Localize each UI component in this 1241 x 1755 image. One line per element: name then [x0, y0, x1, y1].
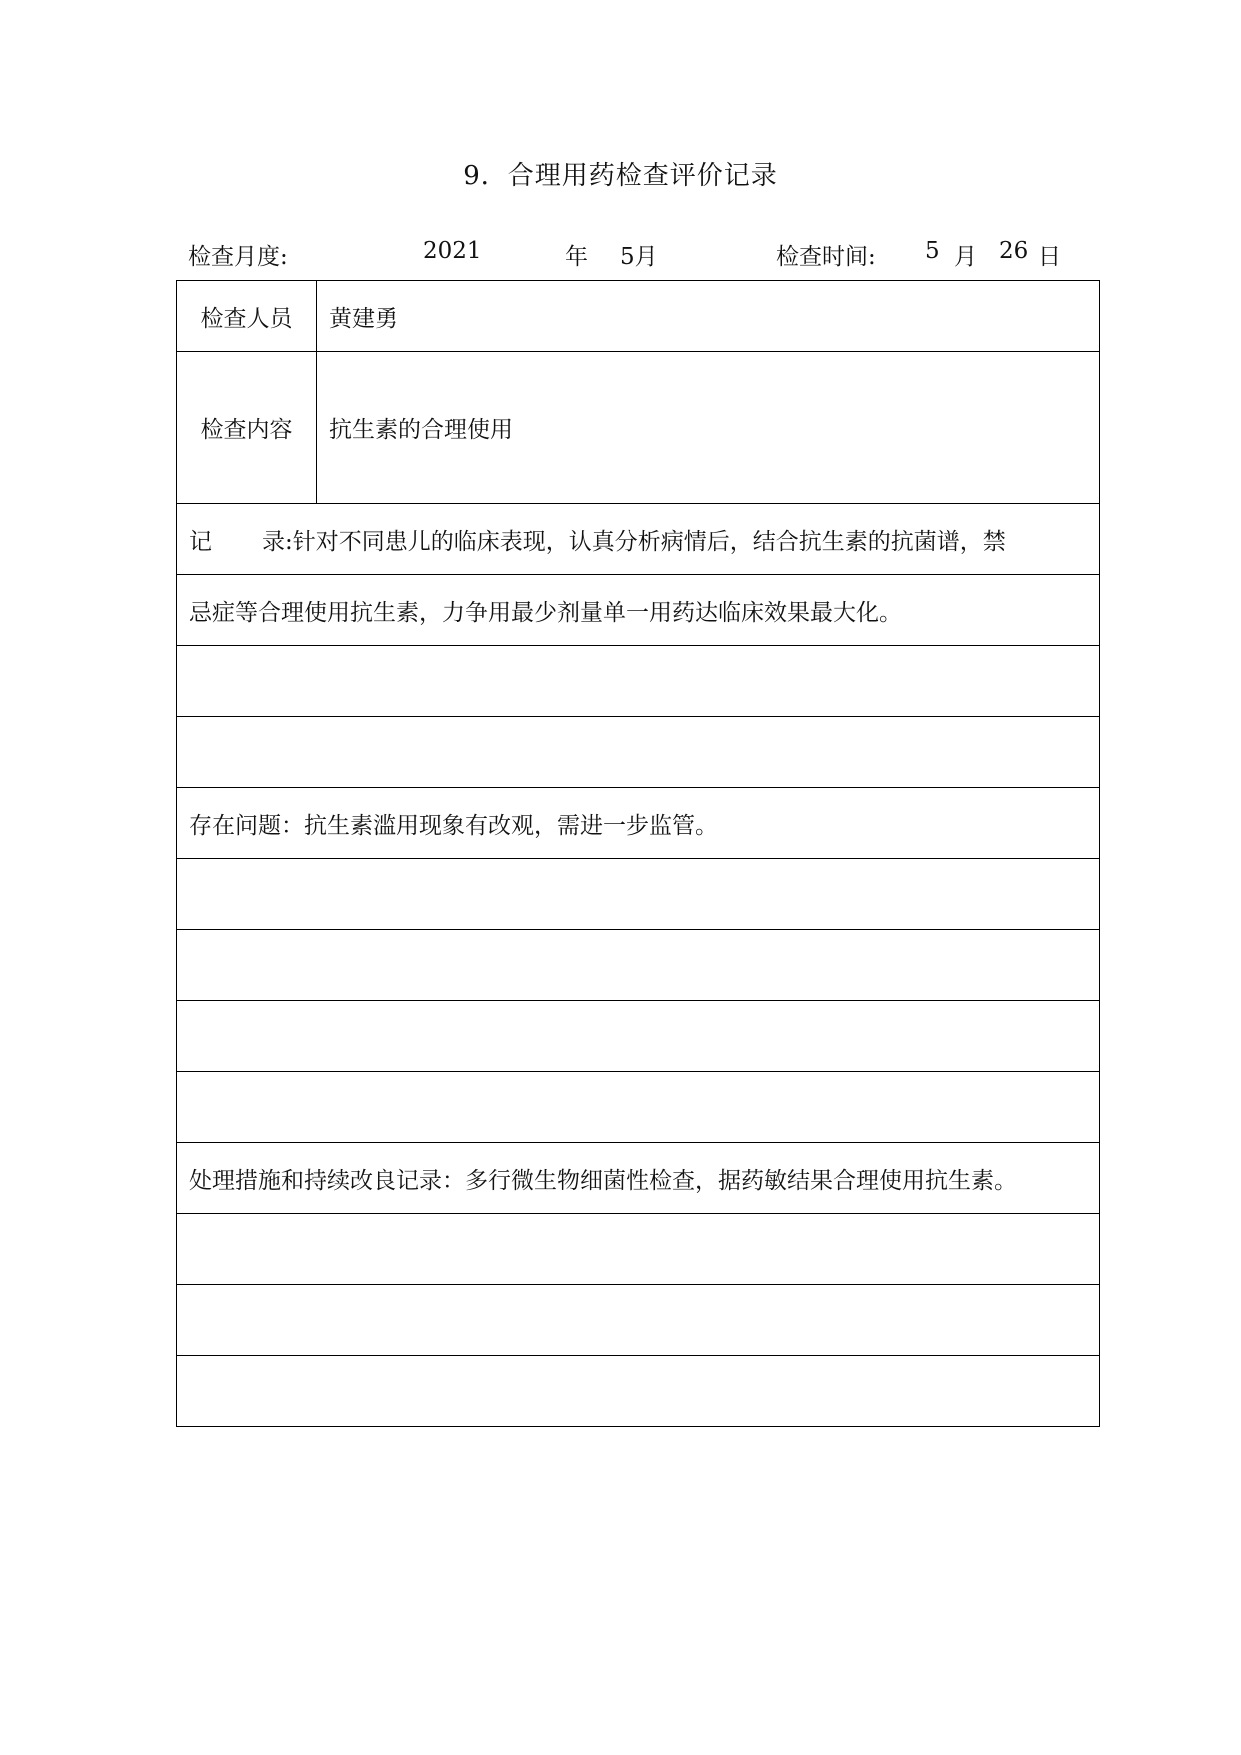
content-label: 检查内容 [177, 352, 317, 504]
blank-row [177, 1072, 1100, 1143]
inspection-form [176, 280, 1100, 1427]
blank-cell [177, 859, 1100, 930]
record-text-1: 针对不同患儿的临床表现，认真分析病情后，结合抗生素的抗菌谱，禁 [292, 528, 1006, 555]
content-row [177, 352, 1100, 504]
document-title: 9．合理用药检查评价记录 [463, 161, 778, 191]
inspection-time-day: 26 [999, 238, 1029, 264]
issues-row [177, 788, 1100, 859]
record-row [177, 504, 1100, 575]
blank-row [177, 1214, 1100, 1285]
record-label-second: 录: [262, 528, 293, 555]
inspection-month-label: 检查月度: [188, 244, 288, 270]
inspection-year: 2021 [423, 238, 482, 264]
blank-cell [177, 1001, 1100, 1072]
measures-text: 处理措施和持续改良记录：多行微生物细菌性检查，据药敏结果合理使用抗生素。 [177, 1143, 1100, 1214]
inspection-meta [188, 238, 1068, 274]
blank-row [177, 717, 1100, 788]
inspector-label: 检查人员 [177, 281, 317, 352]
content-value: 抗生素的合理使用 [317, 352, 1100, 504]
blank-row [177, 1285, 1100, 1356]
record-line-1 [177, 504, 1100, 575]
inspection-time-month: 5 [925, 238, 940, 264]
blank-cell [177, 930, 1100, 1001]
blank-cell [177, 1072, 1100, 1143]
blank-cell [177, 1285, 1100, 1356]
blank-row [177, 646, 1100, 717]
measures-row [177, 1143, 1100, 1214]
inspector-value: 黄建勇 [317, 281, 1100, 352]
blank-cell [177, 646, 1100, 717]
inspection-time-label: 检查时间: [776, 244, 876, 270]
blank-cell [177, 717, 1100, 788]
inspector-row [177, 281, 1100, 352]
blank-cell [177, 1214, 1100, 1285]
blank-row [177, 859, 1100, 930]
year-unit: 年 [565, 244, 588, 270]
blank-cell [177, 1356, 1100, 1427]
time-month-unit: 月 [954, 244, 977, 270]
record-line-2: 忌症等合理使用抗生素，力争用最少剂量单一用药达临床效果最大化。 [177, 575, 1100, 646]
time-day-unit: 日 [1038, 244, 1061, 270]
record-row [177, 575, 1100, 646]
record-label-first: 记 [189, 528, 212, 555]
blank-row [177, 1001, 1100, 1072]
inspection-month: 5月 [620, 244, 658, 270]
issues-text: 存在问题：抗生素滥用现象有改观，需进一步监管。 [177, 788, 1100, 859]
blank-row [177, 1356, 1100, 1427]
blank-row [177, 930, 1100, 1001]
